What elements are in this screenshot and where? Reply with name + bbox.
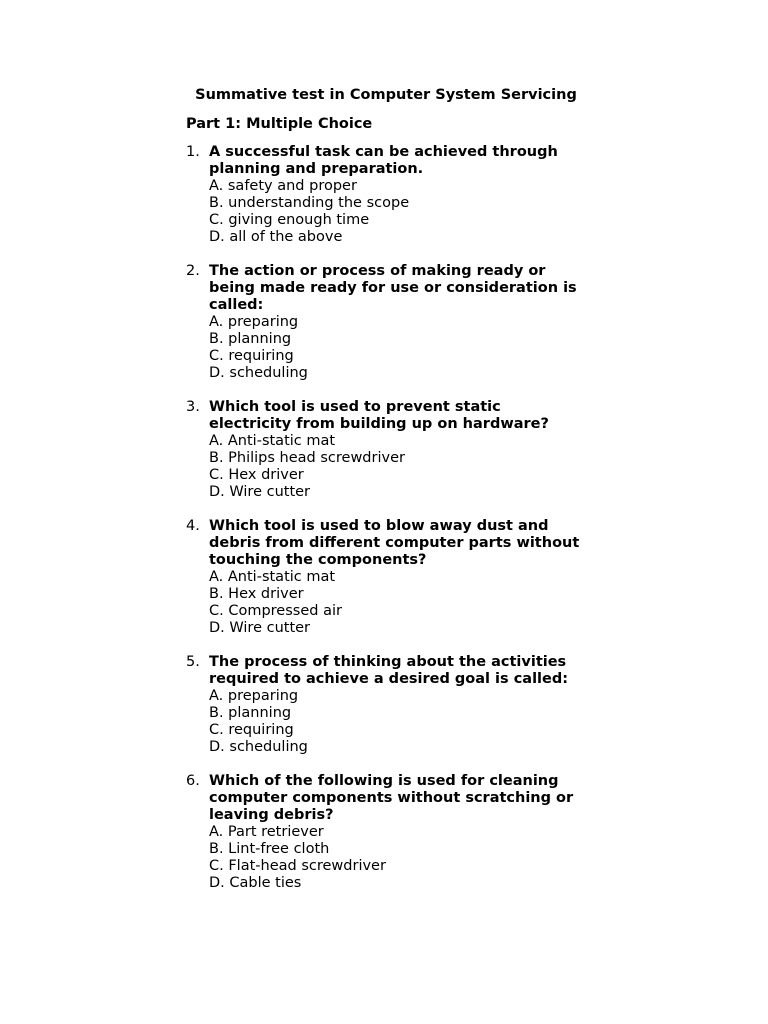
question-number: 3.: [186, 399, 200, 415]
answer-option: D. Cable ties: [209, 875, 302, 891]
question-body: [209, 263, 586, 382]
answer-option: A. safety and proper: [209, 178, 357, 194]
answer-option: A. Part retriever: [209, 824, 324, 840]
part-heading: Part 1: Multiple Choice: [186, 116, 373, 132]
answer-option: B. Philips head screwdriver: [209, 450, 405, 466]
question-text: Which of the following is used for cleaning computer components without scratching or leaving debris?: [209, 773, 574, 823]
answer-option: D. Wire cutter: [209, 620, 311, 636]
answer-option: B. Lint-free cloth: [209, 841, 330, 857]
question-text: Which tool is used to blow away dust and debris from different computer parts without touching the components?: [209, 518, 580, 568]
question-item: [186, 144, 586, 246]
question-number: 4.: [186, 518, 200, 534]
answer-option: D. scheduling: [209, 365, 308, 381]
answer-options: [209, 178, 586, 246]
question-text: Which tool is used to prevent static electricity from building up on hardware?: [209, 399, 549, 432]
question-item: [186, 263, 586, 382]
answer-option: C. Compressed air: [209, 603, 342, 619]
document-title: Summative test in Computer System Servicing: [195, 87, 577, 103]
answer-option: B. understanding the scope: [209, 195, 410, 211]
question-list: [186, 144, 586, 892]
answer-option: A. preparing: [209, 314, 299, 330]
question-text: A successful task can be achieved through planning and preparation.: [209, 144, 558, 177]
answer-option: C. requiring: [209, 348, 294, 364]
question-body: [209, 518, 586, 637]
question-item: [186, 399, 586, 501]
question-number: 2.: [186, 263, 200, 279]
question-item: [186, 773, 586, 892]
question-body: [209, 654, 586, 756]
answer-option: A. Anti-static mat: [209, 569, 336, 585]
question-item: [186, 518, 586, 637]
document-page: [186, 86, 586, 909]
question-item: [186, 654, 586, 756]
question-body: [209, 144, 586, 246]
answer-option: D. all of the above: [209, 229, 343, 245]
answer-option: D. scheduling: [209, 739, 308, 755]
answer-options: [209, 569, 586, 637]
answer-options: [209, 433, 586, 501]
answer-options: [209, 688, 586, 756]
answer-option: C. Flat-head screwdriver: [209, 858, 386, 874]
answer-option: A. preparing: [209, 688, 299, 704]
answer-option: C. Hex driver: [209, 467, 304, 483]
question-body: [209, 399, 586, 501]
answer-options: [209, 824, 586, 892]
question-text: The action or process of making ready or being made ready for use or consideration is called:: [209, 263, 577, 313]
answer-option: B. planning: [209, 705, 292, 721]
answer-option: C. giving enough time: [209, 212, 370, 228]
answer-option: B. Hex driver: [209, 586, 304, 602]
question-number: 5.: [186, 654, 200, 670]
question-number: 6.: [186, 773, 200, 789]
answer-option: C. requiring: [209, 722, 294, 738]
question-number: 1.: [186, 144, 200, 160]
answer-option: D. Wire cutter: [209, 484, 311, 500]
answer-options: [209, 314, 586, 382]
answer-option: A. Anti-static mat: [209, 433, 336, 449]
answer-option: B. planning: [209, 331, 292, 347]
question-text: The process of thinking about the activities required to achieve a desired goal is called:: [209, 654, 569, 687]
question-body: [209, 773, 586, 892]
